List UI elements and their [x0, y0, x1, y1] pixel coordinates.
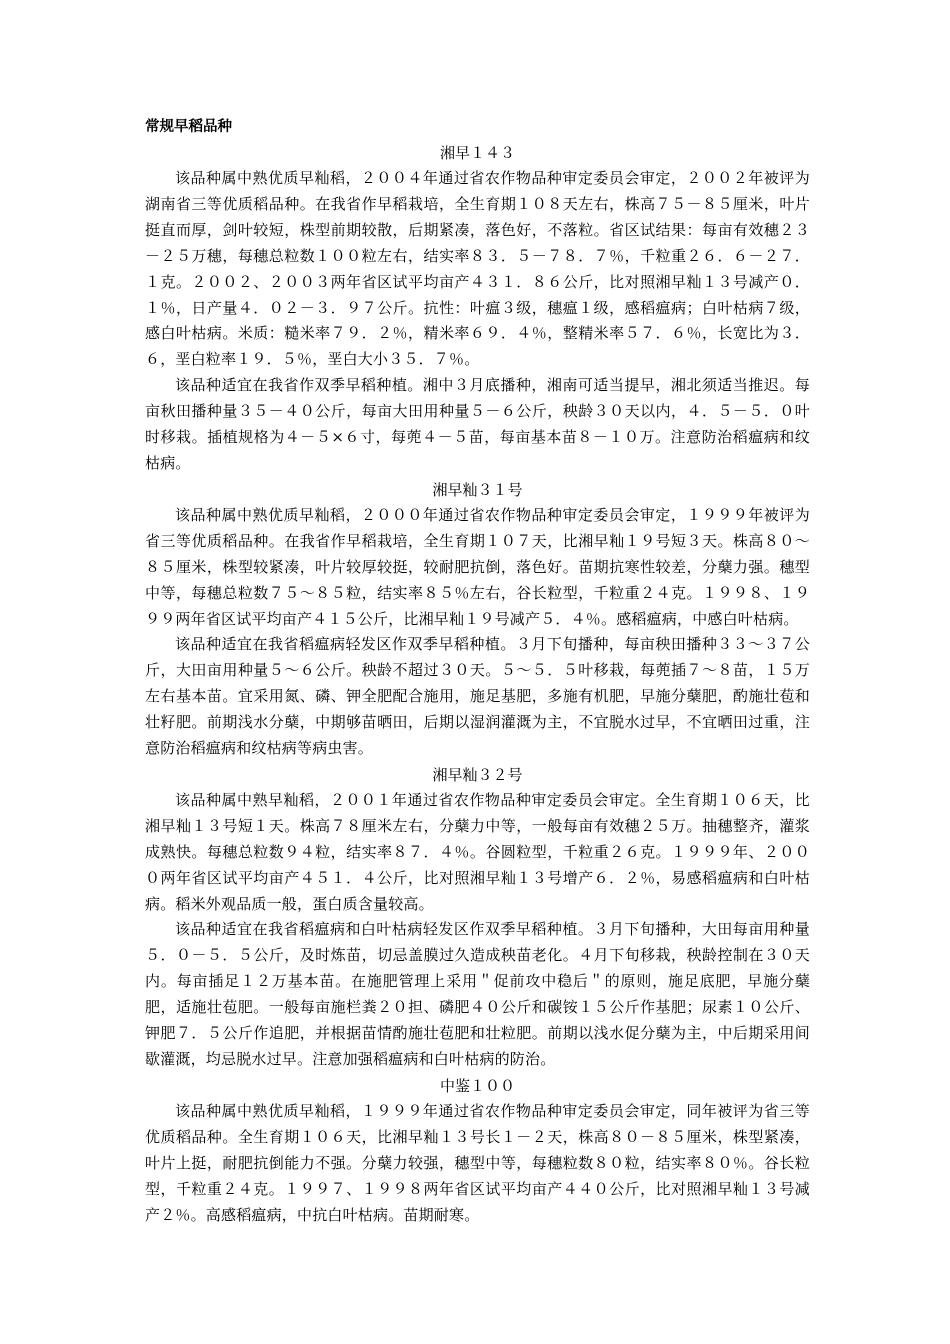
variety-description-paragraph: 该品种属中熟早籼稻，２００１年通过省农作物品种审定委员会审定。全生育期１０６天，比湘早籼１３号短１天。株高７８厘米左右，分蘖力中等，一般每亩有效穗２５万。抽穗整齐，灌浆成熟快。每穗总粒数９４粒，结实率８７．４％。谷圆粒型，千粒重２６克。１９９９年、２０００两年省区试平均亩产４５１．４公斤，比对照湘早籼１３号增产６．２％，易感稻瘟病和白叶枯病。稻米外观品质一般，蛋白质含量较高。 [145, 790, 810, 913]
variety-section-xiangzaoxian-32 [145, 762, 810, 1073]
variety-description-paragraph: 该品种属中熟优质早籼稻，２００４年通过省农作物品种审定委员会审定，２００２年被评为湖南省三等优质稻品种。在我省作早稻栽培，全生育期１０８天左右，株高７５－８５厘米，叶片挺直而厚，剑叶较短，株型前期较散，后期紧凑，落色好，不落粒。省区试结果：每亩有效穗２３－２５万穗，每穗总粒数１００粒左右，结实率８３．５－７８．７％，千粒重２６．６－２７．１克。２００２、２００３两年省区试平均亩产４３１．８６公斤，比对照湘早籼１３号减产０．１％，日产量４．０２－３．９７公斤。抗性：叶瘟３级，穗瘟１级，感稻瘟病；白叶枯病７级，感白叶枯病。米质：糙米率７９．２％，精米率６９．４％，整精米率５７．６％，长宽比为３．６，垩白粒率１９．５％，垩白大小３５．７％。 [145, 169, 810, 369]
variety-section-xiangzaoxian-31 [145, 477, 810, 762]
variety-section-xiangzao-143 [145, 140, 810, 477]
variety-description-paragraph: 该品种属中熟优质早籼稻，２０００年通过省农作物品种审定委员会审定，１９９９年被评为省三等优质稻品种。在我省作早稻栽培，全生育期１０７天，比湘早籼１９号短３天。株高８０～８５厘米，株型较紧凑，叶片较厚较挺，较耐肥抗倒，落色好。苗期抗寒性较差，分蘖力强。穗型中等，每穗总粒数７５～８５粒，结实率８５％左右，谷长粒型，千粒重２４克。１９９８、１９９９两年省区试平均亩产４１５公斤，比湘早籼１９号减产５．４％。感稻瘟病，中感白叶枯病。 [145, 505, 810, 628]
variety-title: 湘早１４３ [439, 144, 515, 162]
document-title: 常规早稻品种 [145, 119, 232, 135]
document-page [145, 114, 810, 1228]
variety-cultivation-paragraph: 该品种适宜在我省稻瘟病轻发区作双季早稻种植。３月下旬播种，每亩秧田播种３３～３７公斤，大田亩用种量５～６公斤。秧龄不超过３０天。５～５．５叶移栽，每蔸插７～８苗，１５万左右基本苗。宜采用氮、磷、钾全肥配合施用，施足基肥，多施有机肥，早施分蘖肥，酌施壮苞和壮籽肥。前期浅水分蘖，中期够苗晒田，后期以湿润灌溉为主，不宜脱水过早，不宜晒田过重，注意防治稻瘟病和纹枯病等病虫害。 [145, 635, 810, 758]
variety-section-zhongjian-100 [145, 1073, 810, 1229]
variety-description-paragraph: 该品种属中熟优质早籼稻，１９９９年通过省农作物品种审定委员会审定，同年被评为省三等优质稻品种。全生育期１０６天，比湘早籼１３号长１－２天，株高８０－８５厘米，株型紧凑，叶片上挺，耐肥抗倒能力不强。分蘖力较强，穗型中等，每穗粒数８０粒，结实率８０％。谷长粒型，千粒重２４克。１９９７、１９９８两年省区试平均亩产４４０公斤，比对照湘早籼１３号减产２％。高感稻瘟病，中抗白叶枯病。苗期耐寒。 [145, 1101, 810, 1224]
variety-title: 中鉴１００ [439, 1076, 515, 1095]
variety-title: 湘早籼３２号 [432, 765, 523, 784]
variety-title: 湘早籼３１号 [432, 480, 523, 499]
variety-cultivation-paragraph: 该品种适宜在我省稻瘟病和白叶枯病轻发区作双季早稻种植。３月下旬播种，大田每亩用种量５．０－５．５公斤，及时炼苗，切忌盖膜过久造成秧苗老化。４月下旬移栽，秧龄控制在３０天内。每亩插足１２万基本苗。在施肥管理上采用＂促前攻中稳后＂的原则，施足底肥，早施分蘖肥，适施壮苞肥。一般每亩施栏粪２０担、磷肥４０公斤和碳铵１５公斤作基肥；尿素１０公斤、钾肥７．５公斤作追肥，并根据苗情酌施壮苞肥和壮粒肥。前期以浅水促分蘖为主，中后期采用间歇灌溉，均忌脱水过早。注意加强稻瘟病和白叶枯病的防治。 [145, 920, 810, 1068]
variety-cultivation-paragraph: 该品种适宜在我省作双季早稻种植。湘中３月底播种，湘南可适当提早，湘北须适当推迟。每亩秋田播种量３５－４０公斤，每亩大田用种量５－６公斤，秧龄３０天以内，４．５－５．０叶时移栽。插植规格为４－５×６寸，每蔸４－５苗，每亩基本苗８－１０万。注意防治稻瘟病和纹枯病。 [145, 376, 810, 472]
